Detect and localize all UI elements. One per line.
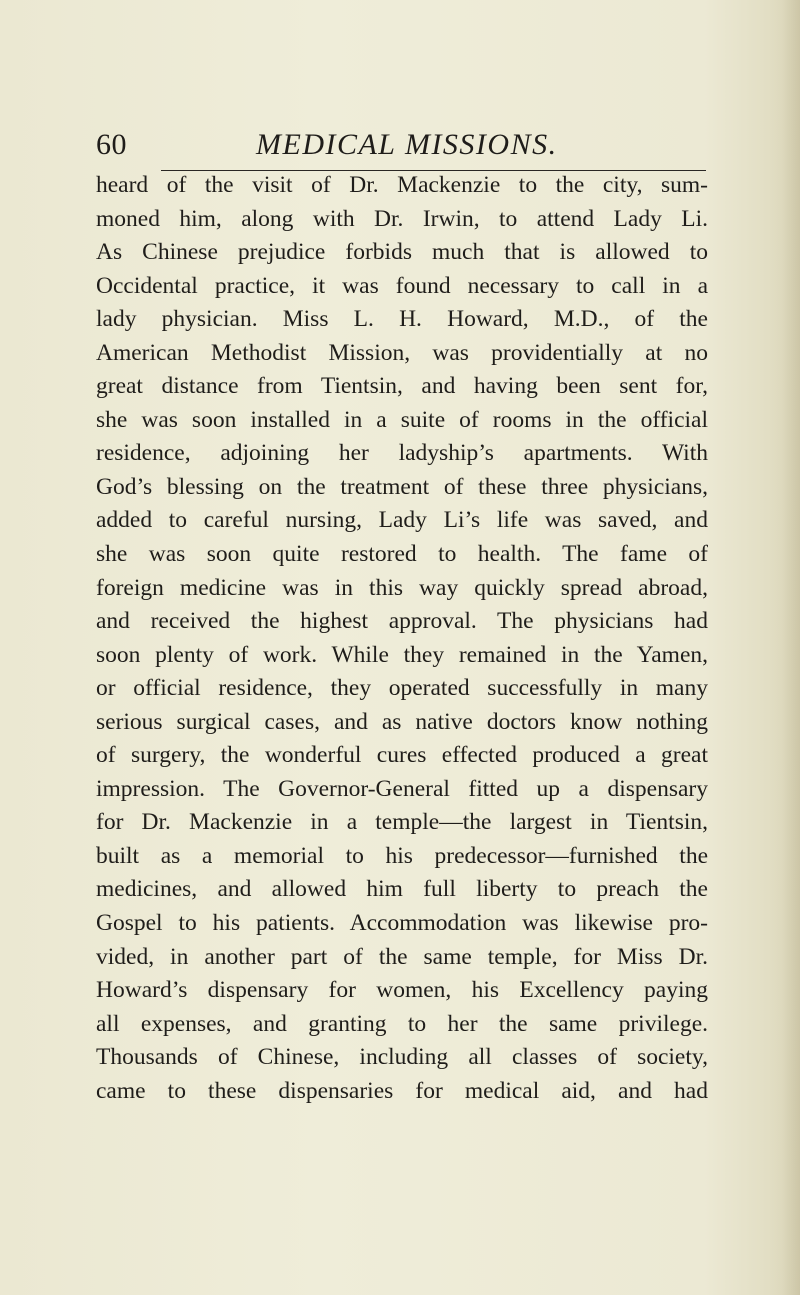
text-line: Howard’s dispensary for women, his Excellency paying	[96, 977, 708, 1004]
page-number: 60	[96, 128, 127, 161]
text-line: God’s blessing on the treatment of these three physicians,	[96, 473, 708, 500]
text-line: vided, in another part of the same temple, for Miss Dr.	[96, 943, 708, 970]
text-line: impression. The Governor-General fitted up a dispensary	[96, 775, 708, 802]
text-line: for Dr. Mackenzie in a temple—the largest in Tientsin,	[96, 809, 708, 836]
text-line: or official residence, they operated successfully in many	[96, 675, 708, 702]
text-line: all expenses, and granting to her the same privilege.	[96, 1010, 708, 1037]
running-title: MEDICAL MISSIONS.	[256, 128, 558, 161]
text-line: Gospel to his patients. Accommodation was likewise pro-	[96, 910, 708, 937]
text-line: American Methodist Mission, was providentially at no	[96, 339, 708, 366]
text-line: foreign medicine was in this way quickly spread abroad,	[96, 574, 708, 601]
text-line: residence, adjoining her ladyship’s apartments. With	[96, 440, 708, 467]
text-line: came to these dispensaries for medical aid, and had	[96, 1077, 708, 1104]
text-line: Occidental practice, it was found necessary to call in a	[96, 272, 708, 299]
text-line: she was soon quite restored to health. The fame of	[96, 541, 708, 568]
text-line: lady physician. Miss L. H. Howard, M.D., of the	[96, 306, 708, 333]
text-line: Thousands of Chinese, including all classes of society,	[96, 1044, 708, 1071]
text-line: moned him, along with Dr. Irwin, to attend Lady Li.	[96, 205, 708, 232]
body-text	[96, 169, 708, 1108]
page-edge-shadow	[782, 0, 800, 1295]
text-line: of surgery, the wonderful cures effected produced a great	[96, 742, 708, 769]
running-head	[96, 128, 708, 168]
text-line: serious surgical cases, and as native doctors know nothing	[96, 708, 708, 735]
text-line: added to careful nursing, Lady Li’s life was saved, and	[96, 507, 708, 534]
text-line: heard of the visit of Dr. Mackenzie to the city, sum-	[96, 172, 708, 198]
text-line: she was soon installed in a suite of rooms in the official	[96, 406, 708, 433]
text-line: built as a memorial to his predecessor—furnished the	[96, 842, 708, 869]
text-line: great distance from Tientsin, and having been sent for,	[96, 373, 708, 400]
text-line: As Chinese prejudice forbids much that is allowed to	[96, 239, 708, 266]
text-line: soon plenty of work. While they remained in the Yamen,	[96, 641, 708, 668]
text-line: and received the highest approval. The physicians had	[96, 608, 708, 635]
text-line: medicines, and allowed him full liberty to preach the	[96, 876, 708, 903]
